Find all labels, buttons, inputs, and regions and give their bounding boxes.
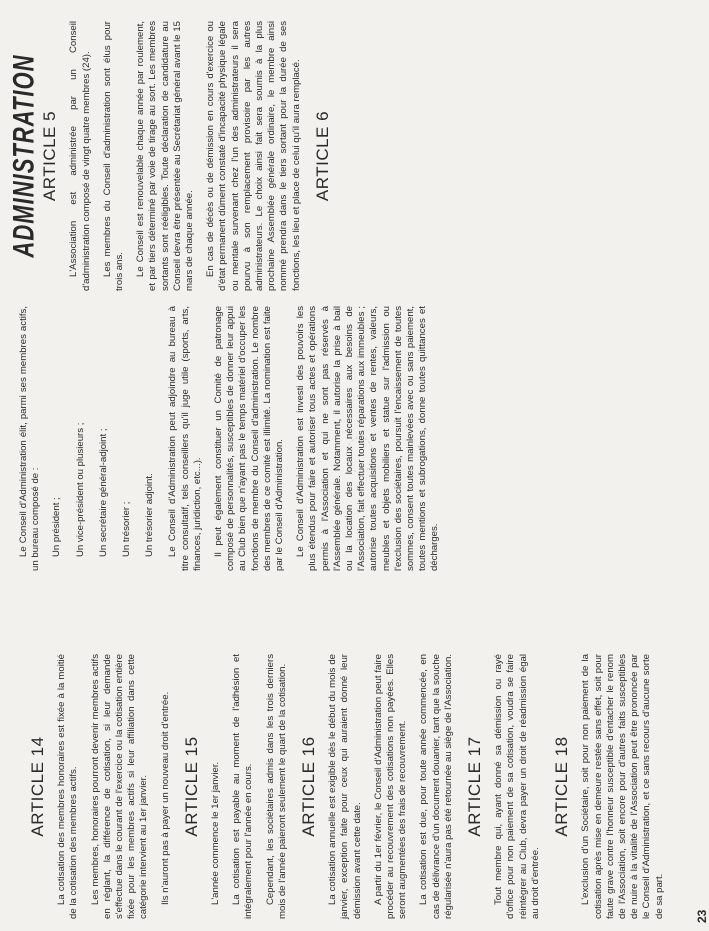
paragraph: La cotisation est payable au moment de l'adhésion et intégralement pour l'année en cours. xyxy=(231,654,255,919)
bureau-list xyxy=(51,306,156,571)
paragraph: Le Conseil est renouvelable chaque année par roulement, et par tiers déterminé par voie de tirage au sort. Les membres sortants sont rééligibles. Toute déclaration de candidature au Conseil devra être présentée au Secrétariat général avant le 15 mars de chaque année. xyxy=(135,21,196,291)
paragraph: Il peut également constituer un Comité de patronage composé de personnalités, susceptibles de donner leur appui au Club bien que n'ayant pas le temps matériel d'occuper les fonctions de membre du Conseil d'administration. Le nombre des membres de ce comité est illimité. La nomination est faite par le Conseil d'Administration. xyxy=(213,306,286,571)
paragraph: L'exclusion d'un Sociétaire, soit pour non paiement de la cotisation après mise en demeure restée sans effet, soit pour faute grave contre l'honneur susceptible d'entacher le renom de l'Association, soit encore pour d'autres faits susceptibles de nuire à la vitalité de l'Association peut être prononcée par le Conseil d'Administration, et ce sans recours d'aucune sorte de sa part. xyxy=(580,654,665,919)
column-administration xyxy=(6,21,341,291)
list-item: Un vice-président ou plusieurs ; xyxy=(74,422,86,557)
article-14-heading: ARTICLE 14 xyxy=(28,736,47,837)
paragraph: Ils n'auront pas à payer un nouveau droit d'entrée. xyxy=(159,691,171,905)
article-16-heading: ARTICLE 16 xyxy=(299,736,319,837)
paragraph: Le Conseil d'Administration est investi des pouvoirs les plus étendus pour faire et autoriser tous actes et opérations permis à l'Association et qui ne sont pas réservés à l'Assemblée générale. Notamment, il autorise la prise à bail ou la location des locaux nécessaires aux besoins de l'Association, fait effectuer toutes réparations aux immeubles ; autorise toutes acquisitions et ventes de rentes, valeurs, meubles et objets mobiliers et statue sur l'admission ou l'exclusion des sociétaires, poursuit l'encaissement de toutes sommes, consent toutes mainlevées avec ou sans paiement, toutes mentions et subrogations, donne toutes quittances et décharges. xyxy=(295,306,441,571)
article-6-heading: ARTICLE 6 xyxy=(312,110,332,202)
article-17-heading: ARTICLE 17 xyxy=(465,736,485,837)
paragraph: A partir du 1er février, le Conseil d'Administration peut faire procéder au recouvrement des cotisations non payées. Elles seront augmentées des frais de recouvrement. xyxy=(372,654,409,919)
list-item: Un secrétaire général-adjoint ; xyxy=(97,428,109,557)
paragraph: La cotisation annuelle est exigible dès le début du mois de janvier, exception faite pour ceux qui auraient donné leur démission avant cette date. xyxy=(327,654,363,919)
paragraph: Les membres, honoraires pourront devenir membres actifs en réglant, la différence de cotisation, si leur demande s'effectue dans le courant de l'exercice ou la cotisation entière fixée pour les membres actifs si leur affiliation dans cette catégorie intervient au 1er janvier. xyxy=(89,654,150,919)
column-article-6-body xyxy=(18,306,451,571)
paragraph: Cependant, les sociétaires admis dans les trois derniers mois de l'année paieront seulement le quart de la cotisation. xyxy=(264,654,288,919)
paragraph: Tout membre qui, ayant donné sa démission ou rayé d'office pour non paiement de sa cotisation, voudra se faire réintégrer au Club, devra payer un droit de réadmission égal au droit d'entrée. xyxy=(493,654,541,919)
article-15-heading: ARTICLE 15 xyxy=(181,736,201,837)
paragraph: Le Conseil d'Administration élit, parmi ses membres actifs, un bureau composé de : xyxy=(18,306,42,571)
list-item: Un président ; xyxy=(51,497,63,557)
paragraph: La cotisation est due, pour toute année commencée, en cas de délivrance d'un document douanier, tant que la souche régularisée n'aura pas été retournée au siège de l'Association. xyxy=(418,654,454,919)
paragraph: Les membres du Conseil d'administration sont élus pour trois ans. xyxy=(101,21,126,291)
paragraph: L'Association est administrée par un Conseil d'administration composé de vingt quatre membres (24). xyxy=(68,21,92,291)
list-item: Un trésorier adjoint. xyxy=(144,473,156,557)
article-18-heading: ARTICLE 18 xyxy=(552,736,572,837)
section-title: ADMINISTRATION xyxy=(6,54,41,258)
paragraph: Le Conseil d'Administration peut adjoindre au bureau à titre consultatif, tels conseillers qu'il juge utile (sports, arts, finances, juridiction, etc...). xyxy=(167,306,203,571)
paragraph: L'année commence le 1er janvier. xyxy=(210,761,222,905)
article-5-heading: ARTICLE 5 xyxy=(40,110,60,202)
column-articles-14-18 xyxy=(18,654,675,919)
page-number: 23 xyxy=(695,909,709,923)
list-item: Un trésorier ; xyxy=(121,501,133,557)
paragraph: La cotisation des membres honoraires est fixée à la moitié de la cotisation des membres actifs. xyxy=(56,654,80,919)
paragraph: En cas de décès ou de démission en cours d'exercice ou d'état permanent dûment constaté d'incapacité physique légale ou mentale survenant chez l'un des administrateurs il sera pourvu à son remplacement provisoire par les autres administrateurs. Le choix ainsi fait sera soumis à la plus prochaine Assemblée générale ordinaire, le membre ainsi nommé prendra dans le tiers sortant pour la durée de ses fonctions, les lieu et place de celui qu'il aura remplacé. xyxy=(205,21,302,291)
